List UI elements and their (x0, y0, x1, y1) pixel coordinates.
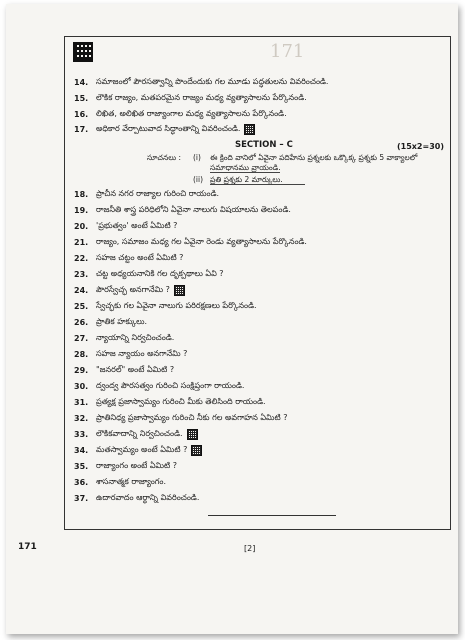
question-number: 18. (74, 190, 89, 199)
question-text: లౌకిక రాజ్యం, మతపరమైన రాజ్యం మధ్య వ్యత్యాసాలను పేర్కొనండి. (96, 93, 307, 102)
question-23 (74, 269, 224, 280)
question-text: చట్ట అధ్యయనానికి గల దృక్పథాలు ఏవి ? (96, 269, 224, 278)
question-16 (74, 109, 287, 120)
instruction-1-line1: ఈ క్రింది వానిలో ఏవైనా పదిహేను ప్రశ్నలకు ఒక్కొక్క ప్రశ్నకు 5 వాక్యాలలో (210, 153, 418, 162)
question-number: 16. (74, 110, 89, 119)
question-number: 20. (74, 222, 89, 231)
question-text: అధికార వేర్పాటువాద సిద్ధాంతాన్ని వివరించండి. (96, 124, 241, 133)
question-37 (74, 493, 199, 504)
question-number: 19. (74, 206, 89, 215)
instruction-2-text: ప్రతి ప్రశ్నకు 2 మార్కులు. (210, 175, 283, 184)
question-text: రాజ్యం, సమాజం మధ్య గల ఏవైనా రెండు వ్యత్యాసాలను పేర్కొనండి. (96, 237, 307, 246)
question-text: శాసనాత్మక రాజ్యాంగం. (96, 477, 167, 486)
question-number: 17. (74, 125, 89, 134)
end-rule (208, 515, 336, 516)
question-number: 25. (74, 302, 89, 311)
question-text: 'ప్రభుత్వం' అంటే ఏమిటి ? (96, 221, 178, 230)
question-25 (74, 301, 257, 312)
question-number: 34. (74, 446, 89, 455)
instruction-underline (210, 184, 305, 185)
question-text: ప్రాచీన నగర రాజ్యాల గురించి రాయండి. (96, 189, 220, 198)
question-number: 22. (74, 254, 89, 263)
instructions-label: సూచనలు : (147, 153, 182, 162)
section-marks: (15x2=30) (396, 142, 444, 151)
question-text: ప్రాతినిధ్య ప్రజాస్వామ్యం గురించి నీకు గల అవగాహన ఏమిటి ? (96, 413, 288, 422)
question-33 (74, 429, 198, 440)
qr-code-icon (73, 42, 93, 62)
question-number: 28. (74, 350, 89, 359)
qr-code-icon (174, 285, 185, 296)
question-29 (74, 365, 174, 376)
question-36 (74, 477, 166, 488)
question-31 (74, 397, 266, 408)
question-text: ఉదారవాదం ఆర్థాన్ని వివరించండి. (96, 493, 200, 502)
question-text: ద్వంద్వ పౌరసత్వం గురించి సంక్షిప్తంగా రాయండి. (96, 381, 245, 390)
instruction-underline (210, 172, 280, 173)
question-34 (74, 445, 202, 456)
watermark-number: 171 (270, 41, 305, 62)
question-number: 23. (74, 270, 89, 279)
question-30 (74, 381, 244, 392)
qr-code-icon (187, 429, 198, 440)
page-number: [2] (244, 544, 256, 553)
question-21 (74, 237, 307, 248)
question-26 (74, 317, 147, 328)
question-text: మతస్వామ్యం అంటే ఏమిటి ? (96, 445, 188, 454)
question-number: 37. (74, 494, 89, 503)
question-number: 15. (74, 94, 89, 103)
question-text: రాజనీతి శాస్త్ర పరిధిలోని ఏవైనా నాలుగు విషయాలను తెలపండి. (96, 205, 291, 214)
question-number: 33. (74, 430, 89, 439)
question-19 (74, 205, 291, 216)
question-text: స్వేచ్ఛకు గల ఏవైనా నాలుగు పరిరక్షణలు పేర్కొనండి. (96, 301, 257, 310)
question-number: 32. (74, 414, 89, 423)
question-17 (74, 124, 255, 135)
question-35 (74, 461, 177, 472)
question-text: సహజ న్యాయం అనగానేమి ? (96, 349, 188, 358)
question-20 (74, 221, 177, 232)
question-32 (74, 413, 288, 424)
question-text: ప్రత్యక్ష ప్రజాస్వామ్యం గురించి మీకు తెలిసింది రాయండి. (96, 397, 266, 406)
question-text: రాజ్యాంగం అంటే ఏమిటి ? (96, 461, 177, 470)
question-text: సహజ చట్టం అంటే ఏమిటి ? (96, 253, 184, 262)
question-number: 27. (74, 334, 89, 343)
question-number: 31. (74, 398, 89, 407)
question-text: లిఖిత, అలిఖిత రాజ్యాంగాల మధ్య వ్యత్యాసాలను పేర్కొనండి. (96, 109, 287, 118)
question-number: 36. (74, 478, 89, 487)
question-28 (74, 349, 187, 360)
question-15 (74, 93, 307, 104)
question-22 (74, 253, 183, 264)
question-text: "జనరల్" అంటే ఏమిటి ? (96, 365, 175, 374)
question-text: న్యాయాన్ని నిర్వచించండి. (96, 333, 175, 342)
question-number: 35. (74, 462, 89, 471)
paper-code: 171 (18, 542, 37, 552)
question-number: 30. (74, 382, 89, 391)
question-number: 14. (74, 78, 89, 87)
question-text: లౌకికవాదాన్ని నిర్వచించండి. (96, 429, 183, 438)
question-number: 26. (74, 318, 89, 327)
qr-code-icon (191, 445, 202, 456)
question-27 (74, 333, 174, 344)
question-text: సమాజంలో పౌరసత్వాన్ని పొందేందుకు గల మూడు పద్ధతులను వివరించండి. (96, 77, 329, 86)
instruction-1-line2: సమాధానము వ్రాయండి. (210, 163, 281, 172)
question-number: 24. (74, 286, 89, 295)
question-frame (64, 36, 451, 530)
question-number: 29. (74, 366, 89, 375)
question-18 (74, 189, 219, 200)
question-14 (74, 77, 328, 88)
instruction-1-number: (i) (193, 153, 201, 162)
question-24 (74, 285, 185, 296)
qr-code-icon (244, 124, 255, 135)
instruction-2-number: (ii) (193, 175, 204, 184)
question-number: 21. (74, 238, 89, 247)
exam-sheet (6, 4, 458, 634)
section-title: SECTION – C (235, 140, 293, 150)
question-text: ప్రాతిక హక్కులు. (96, 317, 148, 326)
question-text: పౌరస్వేచ్ఛ అనగానేమి ? (96, 285, 170, 294)
